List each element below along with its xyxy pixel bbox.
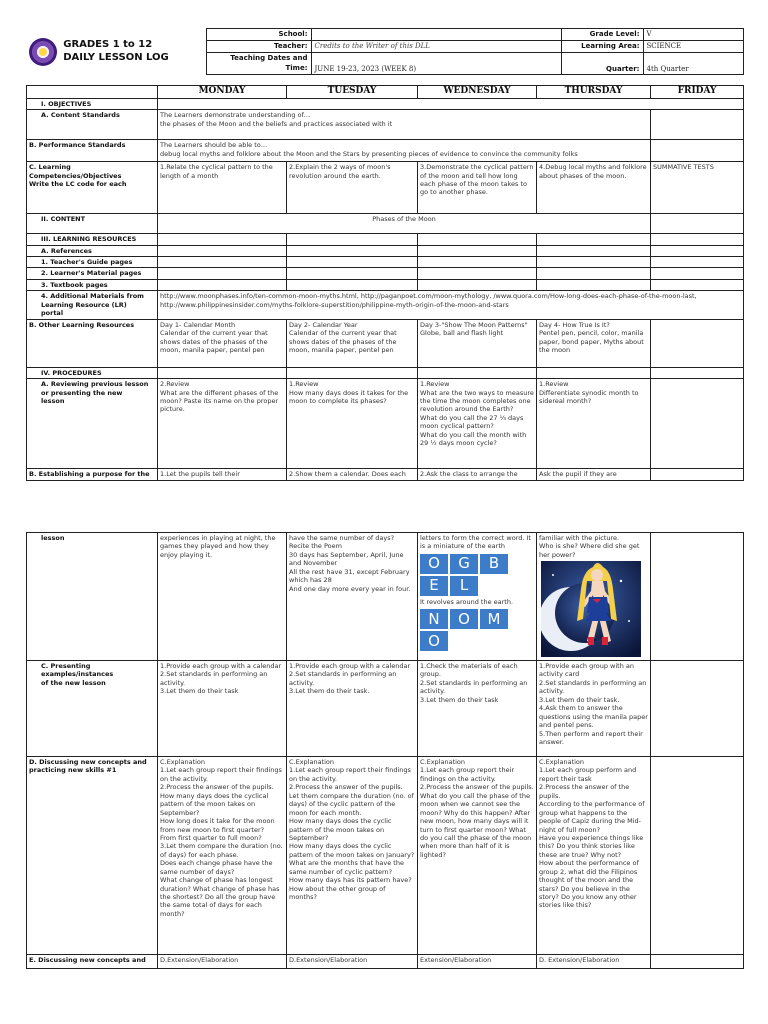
letter-tile: N — [420, 609, 448, 629]
learners-material-label: 2. Learner's Material pages — [27, 268, 158, 279]
letter-tile: E — [420, 576, 448, 596]
pr-fri — [651, 367, 744, 378]
presenting-friday — [651, 661, 744, 757]
tg-fri — [651, 257, 744, 268]
dates-value: JUNE 19-23, 2023 (WEEK 8) — [311, 53, 561, 75]
tg-tue — [287, 257, 418, 268]
day-header-monday: MONDAY — [158, 86, 287, 99]
additional-materials-text: http://www.moonphases.info/ten-common-moon-myths.html, http://paganpoet.com/moon-mythology, /www.quora.com/How-long-does-each-phase-of-the-moon-last, http://www.philippinesinsider.com/myths-folklore-superstition/philippine-myth-origin-of-the-moon-and-stars — [158, 291, 744, 319]
letter-tile: O — [420, 554, 448, 574]
purpose-friday — [651, 469, 744, 481]
letter-tile: O — [450, 609, 478, 629]
discussing2-tuesday: D.Extension/Elaboration — [287, 955, 418, 969]
purpose-wednesday: 2.Ask the class to arrange the — [418, 469, 537, 481]
discussing1-wednesday: C.Explanation 1.Let each group report their findings on the activity. 2.Process the answer of the pupils. What do you call the phase of the moon when we cannot see the moon? Why do this happen? After new moon, how many days will it turn to first quarter moon? What do you call the phase of the moon when more than half of it is lighted? — [418, 757, 537, 955]
tg-thu — [537, 257, 651, 268]
purpose-monday: 1.Let the pupils tell their — [158, 469, 287, 481]
day-header-friday: FRIDAY — [651, 86, 744, 99]
sailor-moon-image — [541, 561, 641, 657]
review-wednesday: 1.Review What are the two ways to measure the time the moon completes one revolution around the Earth? What do you call the 27 ⅓ days moon cyclical pattern? What do you call the month with 29 ½ days moon cycle? — [418, 379, 537, 469]
performance-standards-text: The Learners should be able to… debug local myths and folklore about the Moon and the Stars by presenting pieces of evidence to convince the community folks — [158, 140, 651, 162]
procedures-label: IV. PROCEDURES — [27, 367, 158, 378]
tiles-caption: It revolves around the earth. — [420, 597, 514, 606]
tg-wed — [418, 257, 537, 268]
brand-title: GRADES 1 to 12 DAILY LESSON LOG — [63, 39, 169, 63]
lesson-log-page-2 — [26, 532, 743, 969]
tb-thu — [537, 279, 651, 290]
letter-tile: M — [480, 609, 508, 629]
lm-fri — [651, 268, 744, 279]
ref-wed — [418, 245, 537, 256]
performance-standards-friday — [651, 140, 744, 162]
day-header-wednesday: WEDNESDAY — [418, 86, 537, 99]
other-resources-label: B. Other Learning Resources — [27, 319, 158, 367]
school-label: School: — [206, 29, 311, 41]
additional-materials-label: 4. Additional Materials from Learning Resource (LR) portal — [27, 291, 158, 319]
letter-tile: O — [420, 631, 448, 651]
review-friday — [651, 379, 744, 469]
purpose-wednesday-cont — [418, 533, 537, 661]
review-tuesday: 1.Review How many days does it takes for the moon to complete its phases? — [287, 379, 418, 469]
school-value — [311, 29, 561, 41]
discussing1-monday: C.Explanation 1.Let each group report their findings on the activity. 2.Process the answer of the pupils. How many days does the cyclical pattern of the moon takes on September? How long does it take for the moon from new moon to first quarter? From first quarter to full moon? 3.Let them compare the duration (no. of days) for each phase. Does each change phase have the same number of days? What change of phase has longest duration? What change of phase has the shortest? Do all the group have the same total of days for each month? — [158, 757, 287, 955]
tb-tue — [287, 279, 418, 290]
content-standards-text: The Learners demonstrate understanding of… the phases of the Moon and the beliefs and practices associated with it — [158, 110, 651, 140]
textbook-label: 3. Textbook pages — [27, 279, 158, 290]
presenting-thursday: 1.Provide each group with an activity card 2.Set standards in performing an activity. 3.Let them do their task. 4.Ask them to answer the questions using the manila paper and pentel pens. 5.Then perform and report their answer. — [537, 661, 651, 757]
references-label: A. References — [27, 245, 158, 256]
purpose-tuesday: 2.Show them a calendar. Does each — [287, 469, 418, 481]
header-table — [26, 28, 744, 75]
pr-wed — [418, 367, 537, 378]
other-resources-friday — [651, 319, 744, 367]
purpose-monday-cont: experiences in playing at night, the games they played and how they enjoy playing it. — [158, 533, 287, 661]
discussing2-label: E. Discussing new concepts and — [27, 955, 158, 969]
discussing1-friday — [651, 757, 744, 955]
discussing2-wednesday: Extension/Elaboration — [418, 955, 537, 969]
area-value: SCIENCE — [643, 41, 743, 53]
grade-label: Grade Level: — [561, 29, 643, 41]
lm-mon — [158, 268, 287, 279]
content-standards-friday — [651, 110, 744, 140]
review-thursday: 1.Review Differentiate synodic month to sidereal month? — [537, 379, 651, 469]
lesson-table-page-2 — [26, 532, 744, 969]
competency-thursday: 4.Debug local myths and folklore about phases of the moon. — [537, 162, 651, 214]
dates-label: Teaching Dates and Time: — [206, 53, 311, 75]
presenting-wednesday: 1.Check the materials of each group. 2.Set standards in performing an activity. 3.Let them do their task — [418, 661, 537, 757]
letter-tile: G — [450, 554, 478, 574]
purpose-thursday-text: familiar with the picture. Who is she? Where did she get her power? — [539, 534, 640, 559]
competencies-label: C. Learning Competencies/Objectives Write the LC code for each — [27, 162, 158, 214]
teacher-value: Credits to the Writer of this DLL — [311, 41, 561, 53]
tg-mon — [158, 257, 287, 268]
day-header-tuesday: TUESDAY — [287, 86, 418, 99]
lr-fri — [651, 234, 744, 245]
pr-tue — [287, 367, 418, 378]
discussing2-friday — [651, 955, 744, 969]
content-label: II. CONTENT — [27, 214, 158, 234]
lm-wed — [418, 268, 537, 279]
tb-wed — [418, 279, 537, 290]
quarter-label: Quarter: — [561, 53, 643, 75]
purpose-friday-cont — [651, 533, 744, 661]
lm-tue — [287, 268, 418, 279]
lesson-log-page-1 — [26, 28, 743, 481]
review-label: A. Reviewing previous lesson or presenting the new lesson — [27, 379, 158, 469]
discussing1-tuesday: C.Explanation 1.Let each group report their findings on the activity. 2.Process the answer of the pupils. Let them compare the duration (no. of days) of the cyclic pattern of the moon for each month. How many days does the cyclic pattern of the moon takes on September? How many days does the cyclic pattern of the moon takes on January? What are the months that have the same number of cyclic pattern? How many days has its pattern have? How about the other group of months? — [287, 757, 418, 955]
discussing1-thursday: C.Explanation 1.Let each group perform and report their task 2.Process the answer of the pupils. According to the performance of group what happens to the people of Capiz during the Mid-night of full moon? Have you experience things like this? Do you think stories like these are true? Why not? How about the performance of group 2, what did the Filipinos thought of the moon and the stars? Do you believe in the story? Do you know any other stories like this? — [537, 757, 651, 955]
tb-fri — [651, 279, 744, 290]
other-resources-wednesday: Day 3-"Show The Moon Patterns" Globe, ball and flash light — [418, 319, 537, 367]
competency-wednesday: 3.Demonstrate the cyclical pattern of the moon and tell how long each phase of the moon takes to go to another phase. — [418, 162, 537, 214]
day-header-thursday: THURSDAY — [537, 86, 651, 99]
purpose-tuesday-cont: have the same number of days? Recite the Poem 30 days has September, April, June and November All the rest have 31, except February which has 28 And one day more every year in four. — [287, 533, 418, 661]
pr-thu — [537, 367, 651, 378]
discussing1-label: D. Discussing new concepts and practicing new skills #1 — [27, 757, 158, 955]
discussing2-thursday: D. Extension/Elaboration — [537, 955, 651, 969]
purpose-label-cont: lesson — [27, 533, 158, 661]
content-standards-label: A. Content Standards — [27, 110, 158, 140]
ref-tue — [287, 245, 418, 256]
ref-mon — [158, 245, 287, 256]
presenting-label: C. Presenting examples/instances of the new lesson — [27, 661, 158, 757]
lr-thu — [537, 234, 651, 245]
tb-mon — [158, 279, 287, 290]
presenting-tuesday: 1.Provide each group with a calendar 2.Set standards in performing an activity. 3.Let them do their task. — [287, 661, 418, 757]
teacher-label: Teacher: — [206, 41, 311, 53]
letter-tiles-moon — [420, 609, 534, 651]
lr-mon — [158, 234, 287, 245]
ref-fri — [651, 245, 744, 256]
learning-resources-label: III. LEARNING RESOURCES — [27, 234, 158, 245]
letter-tile: L — [450, 576, 478, 596]
competency-friday: SUMMATIVE TESTS — [651, 162, 744, 214]
purpose-thursday-cont — [537, 533, 651, 661]
lm-thu — [537, 268, 651, 279]
lr-wed — [418, 234, 537, 245]
review-monday: 2.Review What are the different phases of the moon? Paste its name on the proper picture. — [158, 379, 287, 469]
competency-monday: 1.Relate the cyclical pattern to the length of a month — [158, 162, 287, 214]
purpose-label: B. Establishing a purpose for the — [27, 469, 158, 481]
corner-header — [27, 86, 158, 99]
brand-cell — [26, 29, 206, 75]
other-resources-thursday: Day 4- How True Is It? Pentel pen, pencil, color, manila paper, bond paper, Myths about the moon — [537, 319, 651, 367]
teachers-guide-label: 1. Teacher's Guide pages — [27, 257, 158, 268]
content-friday — [651, 214, 744, 234]
presenting-monday: 1.Provide each group with a calendar 2.Set standards in performing an activity. 3.Let them do their task — [158, 661, 287, 757]
quarter-value: 4th Quarter — [643, 53, 743, 75]
pr-mon — [158, 367, 287, 378]
performance-standards-label: B. Performance Standards — [27, 140, 158, 162]
objectives-empty — [158, 98, 744, 109]
content-text: Phases of the Moon — [158, 214, 651, 234]
other-resources-tuesday: Day 2- Calendar Year Calendar of the current year that shows dates of the phases of the moon, manila paper, pentel pen — [287, 319, 418, 367]
letter-tiles-earth — [420, 554, 534, 596]
purpose-wednesday-text: letters to form the correct word. It is a miniature of the earth — [420, 534, 531, 551]
competency-tuesday: 2.Explain the 2 ways of moon's revolution around the earth. — [287, 162, 418, 214]
other-resources-monday: Day 1- Calendar Month Calendar of the current year that shows dates of the phases of the moon, manila paper, pentel pen — [158, 319, 287, 367]
grade-value: V — [643, 29, 743, 41]
deped-seal-icon — [29, 38, 57, 66]
lesson-table-page-1 — [26, 85, 744, 481]
discussing2-monday: D.Extension/Elaboration — [158, 955, 287, 969]
lr-tue — [287, 234, 418, 245]
purpose-thursday: Ask the pupil if they are — [537, 469, 651, 481]
objectives-label: I. OBJECTIVES — [27, 98, 158, 109]
letter-tile: B — [480, 554, 508, 574]
area-label: Learning Area: — [561, 41, 643, 53]
ref-thu — [537, 245, 651, 256]
